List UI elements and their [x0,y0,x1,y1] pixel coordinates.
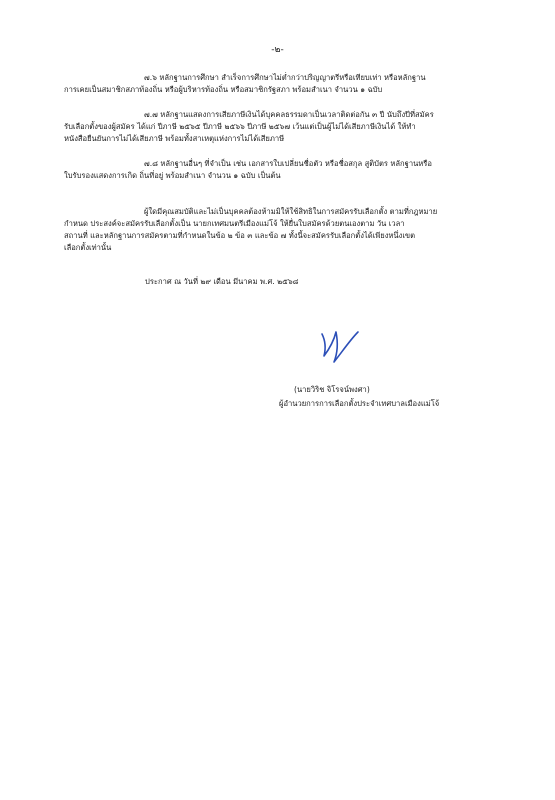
paragraph-line: ผู้ใดมีคุณสมบัติและไม่เป็นบุคคลต้องห้ามมิให้ใช้สิทธิในการสมัครรับเลือกตั้ง ตามที่กฎหมาย [144,207,438,216]
paragraph-evidence-other [64,158,494,182]
paragraph-evidence-tax [64,109,494,145]
announcement-date: ประกาศ ณ วันที่ ๒๙ เดือน มีนาคม พ.ศ. ๒๕๖๘ [145,277,299,286]
page-number: -๒- [271,45,284,55]
paragraph-line: สถานที่ และหลักฐานการสมัครตามที่กำหนดในข้อ ๒ ข้อ ๓ และข้อ ๗ ทั้งนี้จะสมัครรับเลือกตั้งได้เพียงหนึ่งเขต [64,231,416,240]
paragraph-line: หนังสือยืนยันการไม่ได้เสียภาษี พร้อมทั้งสาเหตุแห่งการไม่ได้เสียภาษี [64,134,285,143]
paragraph-line: ๗.๗ หลักฐานแสดงการเสียภาษีเงินได้บุคคลธรรมดาเป็นเวลาติดต่อกัน ๓ ปี นับถึงปีที่สมัคร [144,110,434,119]
paragraph-line: ๗.๖ หลักฐานการศึกษา สำเร็จการศึกษาไม่ต่ำกว่าปริญญาตรีหรือเทียบเท่า หรือหลักฐาน [144,73,426,82]
paragraph-line: ใบรับรองแสดงการเกิด ถิ่นที่อยู่ พร้อมสำเนา จำนวน ๑ ฉบับ เป็นต้น [64,171,281,180]
paragraph-line: กำหนด ประสงค์จะสมัครรับเลือกตั้งเป็น นายกเทศมนตรีเมืองแม่โจ้ ให้ยื่นใบสมัครด้วยตนเองตาม วัน เวลา [64,219,405,228]
handwritten-signature [316,326,362,366]
paragraph-evidence-education [64,72,494,96]
signer-position: ผู้อำนวยการการเลือกตั้งประจำเทศบาลเมืองแม่โจ้ [279,399,440,408]
paragraph-line: เลือกตั้งเท่านั้น [64,243,112,252]
paragraph-line: การเคยเป็นสมาชิกสภาท้องถิ่น หรือผู้บริหารท้องถิ่น หรือสมาชิกรัฐสภา พร้อมสำเนา จำนวน ๑ ฉบับ [64,85,383,94]
signer-name: (นายวิริช จิโรจน์พงศา) [294,385,370,394]
paragraph-eligibility [64,206,494,254]
paragraph-line: ๗.๘ หลักฐานอื่นๆ ที่จำเป็น เช่น เอกสารใบเปลี่ยนชื่อตัว หรือชื่อสกุล สูติบัตร หลักฐานหรือ [144,159,432,168]
paragraph-line: รับเลือกตั้งของผู้สมัคร ได้แก่ ปีภาษี ๒๕๖๕ ปีภาษี ๒๕๖๖ ปีภาษี ๒๕๖๗ เว้นแต่เป็นผู้ไม่ได้เสียภาษีเงินได้ ให้ทำ [64,122,416,131]
